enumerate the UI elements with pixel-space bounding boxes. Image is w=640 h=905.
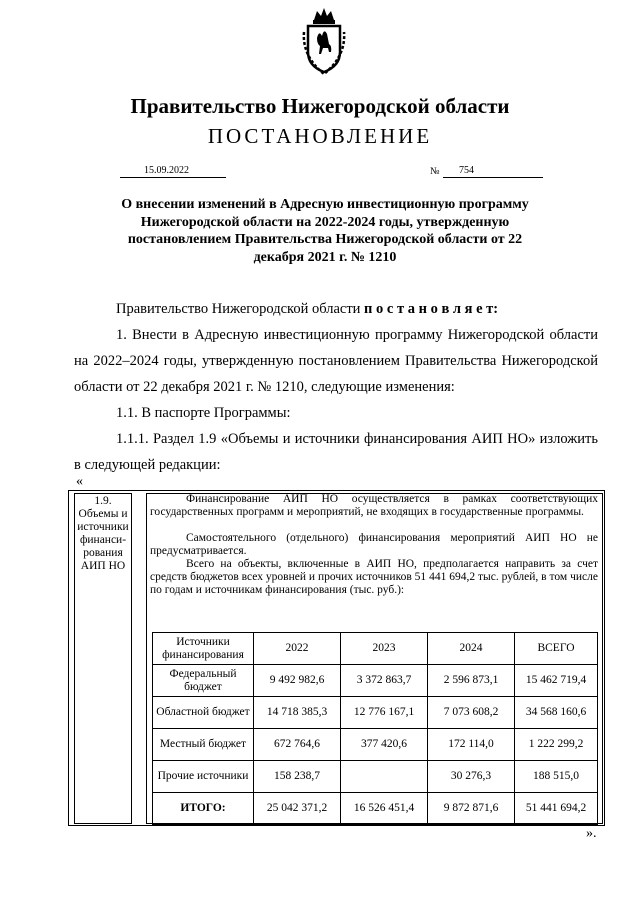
section-paragraph-1	[150, 493, 598, 519]
value-cell: 34 568 160,6	[515, 697, 598, 729]
table-total-row	[153, 793, 598, 825]
section-paragraph-1-text: Финансирование АИП НО осуществляется в рамках соответствующих государственных программ и мероприятий, не входящих в государственные программы.	[150, 493, 598, 518]
quote-open: «	[76, 474, 83, 489]
header-cell: 2024	[428, 633, 515, 665]
value-cell: 172 114,0	[428, 729, 515, 761]
table-row	[153, 761, 598, 793]
value-cell: 377 420,6	[341, 729, 428, 761]
section-label: 1.9. Объемы и источники финанси- рования АИП НО	[74, 493, 132, 824]
header-cell: Источники финансирования	[153, 633, 254, 665]
total-value-cell: 51 441 694,2	[515, 793, 598, 825]
total-label-cell: ИТОГО:	[153, 793, 254, 825]
paragraph-1-1-text: 1.1. В паспорте Программы:	[116, 405, 291, 421]
quote-close: ».	[586, 826, 597, 841]
financing-table	[152, 632, 598, 825]
document-subject: О внесении изменений в Адресную инвестиционную программу Нижегородской области на 2022-2024 годы, утвержденную постановлением Правительства Нижегородской области от 22 декабря 2021 г. № 1210	[121, 197, 529, 265]
value-cell: 158 238,7	[254, 761, 341, 793]
header-cell: 2022	[254, 633, 341, 665]
paragraph-1-1-1-text: 1.1.1. Раздел 1.9 «Объемы и источники финансирования АИП НО» изложить в следующей редакции:	[74, 431, 598, 473]
value-cell: 7 073 608,2	[428, 697, 515, 729]
value-cell: 188 515,0	[515, 761, 598, 793]
value-cell: 672 764,6	[254, 729, 341, 761]
value-cell: 3 372 863,7	[341, 665, 428, 697]
paragraph-1	[74, 322, 598, 400]
table-row	[153, 697, 598, 729]
value-cell: 15 462 719,4	[515, 665, 598, 697]
section-paragraph-3	[150, 558, 598, 597]
total-value-cell: 9 872 871,6	[428, 793, 515, 825]
table-row	[153, 729, 598, 761]
total-value-cell: 25 042 371,2	[254, 793, 341, 825]
source-cell: Местный бюджет	[153, 729, 254, 761]
value-cell: 9 492 982,6	[254, 665, 341, 697]
table-header-row	[153, 633, 598, 665]
government-name: Правительство Нижегородской области	[130, 94, 510, 118]
value-cell	[341, 761, 428, 793]
source-cell: Прочие источники	[153, 761, 254, 793]
paragraph-1-1	[74, 400, 598, 426]
intro-decree-word: п о с т а н о в л я е т:	[364, 301, 499, 317]
table-row	[153, 665, 598, 697]
number-sign: №	[430, 166, 440, 177]
source-cell: Областной бюджет	[153, 697, 254, 729]
value-cell: 12 776 167,1	[341, 697, 428, 729]
total-value-cell: 16 526 451,4	[341, 793, 428, 825]
coat-of-arms-icon	[302, 6, 346, 76]
paragraph-1-text: 1. Внести в Адресную инвестиционную программу Нижегородской области на 2022–2024 годы, утвержденную постановлением Правительства Нижегородской области от 22 декабря 2021 г. № 1210, следующие изменения:	[74, 327, 598, 395]
value-cell: 1 222 299,2	[515, 729, 598, 761]
section-paragraph-2-text: Самостоятельного (отдельного) финансирования мероприятий АИП НО не предусматривается.	[150, 532, 598, 557]
value-cell: 2 596 873,1	[428, 665, 515, 697]
header-cell: ВСЕГО	[515, 633, 598, 665]
section-paragraph-2	[150, 532, 598, 558]
paragraph-1-1-1	[74, 426, 598, 478]
document-number: 754	[443, 164, 543, 178]
source-cell: Федеральный бюджет	[153, 665, 254, 697]
value-cell: 30 276,3	[428, 761, 515, 793]
intro-text: Правительство Нижегородской области	[116, 301, 361, 317]
document-type: ПОСТАНОВЛЕНИЕ	[207, 124, 433, 148]
intro-paragraph	[74, 296, 598, 322]
section-paragraph-3-text: Всего на объекты, включенные в АИП НО, предполагается направить за счет средств бюджетов всех уровней и прочих источников 51 441 694,2 тыс. рублей, в том числе по годам и источникам финансирования (тыс. руб.):	[150, 558, 598, 596]
header-cell: 2023	[341, 633, 428, 665]
value-cell: 14 718 385,3	[254, 697, 341, 729]
document-date: 15.09.2022	[120, 164, 226, 178]
